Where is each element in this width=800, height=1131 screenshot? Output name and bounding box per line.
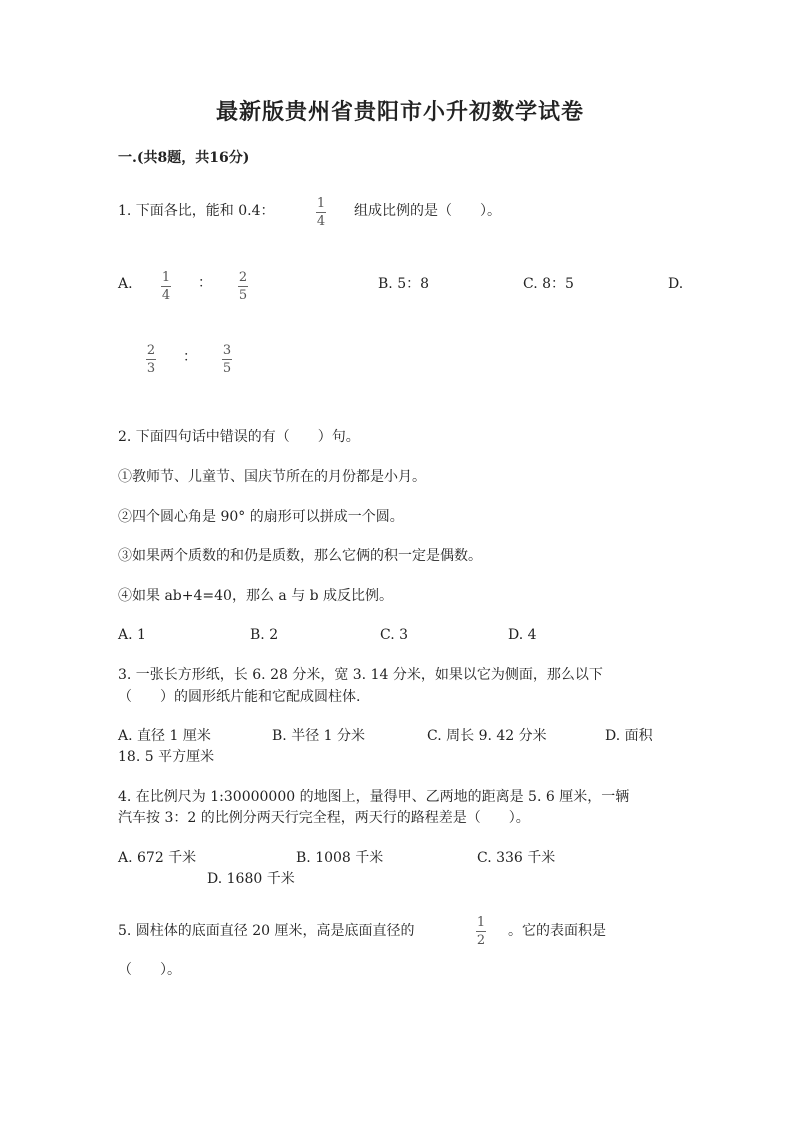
- q2-option-b: B. 2: [250, 627, 279, 643]
- q1-stem-fraction: [316, 196, 326, 229]
- q2-option-c: C. 3: [380, 627, 409, 643]
- q1-stem-prefix: 1. 下面各比，能和 0.4：: [118, 203, 275, 219]
- q1-option-d-right-fraction: [222, 343, 232, 376]
- q1-option-d-left-num: 2: [146, 343, 156, 358]
- q1-option-d-left-den: 3: [146, 361, 156, 376]
- q1-option-a-right-den: 5: [238, 288, 248, 303]
- q3-option-d-line-1: D. 面积: [605, 728, 653, 744]
- section-heading: 一.(共8题，共16分): [118, 150, 250, 166]
- page-title: 最新版贵州省贵阳市小升初数学试卷: [215, 99, 584, 125]
- q1-option-d-colon: ：: [183, 349, 197, 365]
- q2-stem: 2. 下面四句话中错误的有（ ）句。: [118, 429, 360, 445]
- fraction-bar: [222, 359, 232, 360]
- q1-option-c: C. 8：5: [523, 276, 574, 292]
- q2-statement-2: ②四个圆心角是 90° 的扇形可以拼成一个圆。: [118, 509, 404, 525]
- q1-option-a-left-den: 4: [161, 288, 171, 303]
- fraction-bar: [316, 212, 326, 213]
- q4-option-c: C. 336 千米: [477, 850, 556, 866]
- q1-option-d-left-fraction: [146, 343, 156, 376]
- q1-stem-fraction-num: 1: [316, 196, 326, 211]
- fraction-bar: [238, 286, 248, 287]
- q5-stem-line-2: （ ）。: [118, 962, 181, 978]
- q3-option-d-line-2: 18. 5 平方厘米: [118, 749, 215, 765]
- fraction-bar: [476, 931, 486, 932]
- q1-option-a-left-fraction: [161, 270, 171, 303]
- q1-option-a-colon: ：: [198, 275, 212, 291]
- q3-option-b: B. 半径 1 分米: [272, 728, 365, 744]
- q4-option-a: A. 672 千米: [118, 850, 197, 866]
- q5-stem-fraction: [476, 915, 486, 948]
- q1-option-b: B. 5：8: [378, 276, 430, 292]
- q4-stem-line-1: 4. 在比例尺为 1:30000000 的地图上，量得甲、乙两地的距离是 5. 6 厘米，一辆: [118, 789, 630, 805]
- q3-stem-line-1: 3. 一张长方形纸，长 6. 28 分米，宽 3. 14 分米，如果以它为侧面，那么以下: [118, 667, 603, 683]
- q4-stem-line-2: 汽车按 3：2 的比例分两天行完全程，两天行的路程差是（ ）。: [118, 810, 530, 826]
- q1-stem-fraction-den: 4: [316, 214, 326, 229]
- q2-statement-1: ①教师节、儿童节、国庆节所在的月份都是小月。: [118, 469, 426, 485]
- q1-option-a-right-fraction: [238, 270, 248, 303]
- q1-stem-suffix: 组成比例的是（ ）。: [354, 203, 501, 219]
- fraction-bar: [161, 286, 171, 287]
- q4-option-d: D. 1680 千米: [207, 871, 295, 887]
- q5-stem-suffix: 。它的表面积是: [508, 923, 606, 939]
- q3-option-a: A. 直径 1 厘米: [118, 728, 211, 744]
- q2-option-d: D. 4: [508, 627, 537, 643]
- q5-stem-fraction-den: 2: [476, 933, 486, 948]
- fraction-bar: [146, 359, 156, 360]
- q4-option-b: B. 1008 千米: [296, 850, 384, 866]
- q1-option-a-right-num: 2: [238, 270, 248, 285]
- q2-statement-4: ④如果 ab+4=40，那么 a 与 b 成反比例。: [118, 588, 394, 604]
- q1-option-d-right-den: 5: [222, 361, 232, 376]
- q5-stem-prefix: 5. 圆柱体的底面直径 20 厘米，高是底面直径的: [118, 923, 415, 939]
- q1-option-a-label: A.: [118, 276, 133, 292]
- q2-option-a: A. 1: [118, 627, 146, 643]
- q1-option-d-label: D.: [668, 276, 684, 292]
- q2-statement-3: ③如果两个质数的和仍是质数，那么它俩的积一定是偶数。: [118, 548, 482, 564]
- q3-option-c: C. 周长 9. 42 分米: [427, 728, 547, 744]
- q5-stem-fraction-num: 1: [476, 915, 486, 930]
- q1-option-d-right-num: 3: [222, 343, 232, 358]
- q1-option-a-left-num: 1: [161, 270, 171, 285]
- q3-stem-line-2: （ ）的圆形纸片能和它配成圆柱体.: [118, 689, 361, 705]
